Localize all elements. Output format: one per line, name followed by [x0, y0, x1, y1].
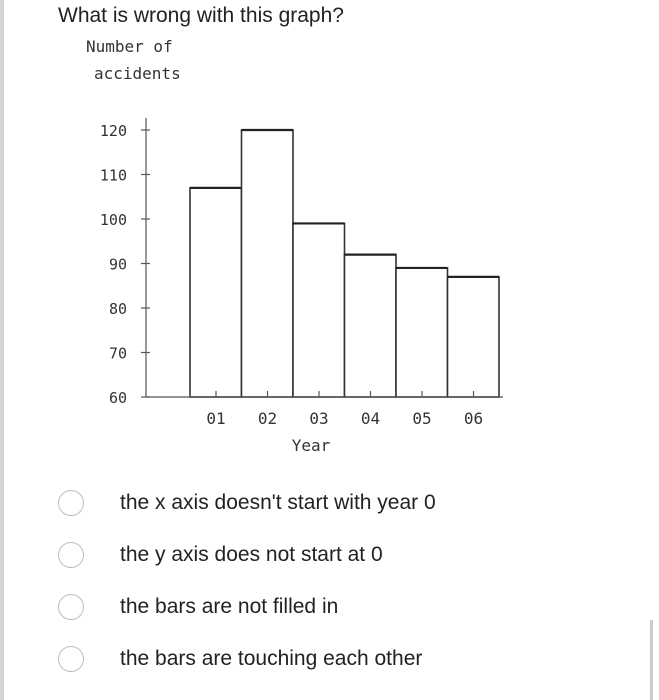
- y-tick-label: 80: [108, 300, 127, 318]
- question-text: What is wrong with this graph?: [58, 4, 344, 27]
- x-axis-label: Year: [291, 436, 331, 455]
- bar-03: [293, 223, 345, 397]
- radio-button-4[interactable]: [58, 646, 84, 672]
- y-tick-label: 100: [99, 211, 127, 229]
- x-tick-label: 05: [412, 409, 432, 428]
- radio-button-1[interactable]: [58, 490, 84, 516]
- answer-option-4[interactable]: [58, 639, 618, 679]
- right-border-line: [650, 620, 653, 700]
- answer-option-label: the bars are not filled in: [120, 595, 339, 618]
- radio-button-3[interactable]: [58, 594, 84, 620]
- bar-06: [448, 277, 500, 397]
- y-tick-label: 110: [99, 166, 127, 185]
- x-tick-label: 02: [257, 409, 278, 428]
- y-tick-label: 60: [108, 389, 127, 407]
- bar-04: [345, 255, 397, 397]
- answer-option-2[interactable]: [58, 535, 618, 575]
- x-tick-label: 06: [463, 409, 484, 428]
- answer-option-label: the bars are touching each other: [120, 647, 423, 670]
- y-tick-label: 90: [108, 255, 127, 274]
- bar-02: [242, 130, 294, 397]
- y-tick-label: 120: [99, 122, 127, 140]
- answer-option-label: the x axis doesn't start with year 0: [120, 491, 436, 514]
- answer-option-label: the y axis does not start at 0: [120, 543, 383, 566]
- answer-option-3[interactable]: [58, 587, 618, 627]
- y-tick-label: 70: [108, 344, 127, 363]
- radio-button-2[interactable]: [58, 542, 84, 568]
- bar-05: [396, 268, 448, 397]
- bar-01: [190, 188, 242, 397]
- y-axis-label-line-2: accidents: [94, 64, 181, 83]
- y-axis-label-line-1: Number of: [86, 37, 173, 56]
- answer-option-1[interactable]: [58, 483, 618, 523]
- x-tick-label: 04: [360, 409, 381, 428]
- x-tick-label: 03: [309, 409, 329, 428]
- x-tick-label: 01: [206, 409, 226, 428]
